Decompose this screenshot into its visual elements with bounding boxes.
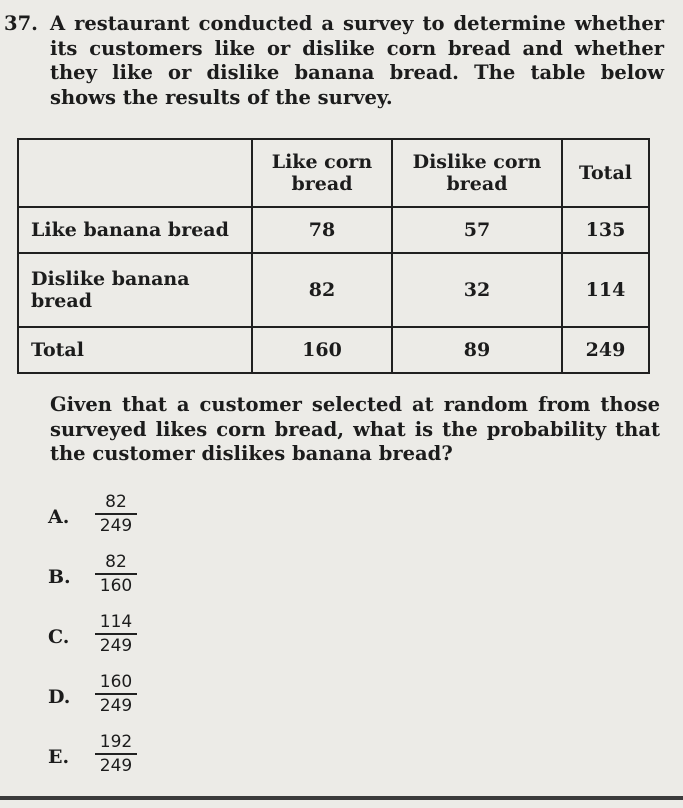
fraction-denominator: 249 bbox=[99, 516, 133, 536]
question bbox=[4, 12, 664, 110]
table-cell: 78 bbox=[252, 207, 392, 253]
table-cell: 57 bbox=[392, 207, 562, 253]
fraction bbox=[95, 672, 137, 716]
fraction bbox=[95, 492, 137, 536]
fraction-numerator: 160 bbox=[99, 672, 133, 692]
question-prompt: Given that a customer selected at random from those surveyed likes corn bread, what is the probability that the customer dislikes banana bread? bbox=[50, 393, 660, 465]
fraction-bar bbox=[95, 753, 137, 755]
fraction-bar bbox=[95, 693, 137, 695]
answer-choice-a[interactable] bbox=[48, 492, 248, 542]
fraction-bar bbox=[95, 513, 137, 515]
table-row bbox=[18, 327, 649, 373]
fraction-bar bbox=[95, 573, 137, 575]
table-row bbox=[18, 253, 649, 327]
page-bottom-divider bbox=[0, 796, 683, 800]
question-text: A restaurant conducted a survey to determine whether its customers like or dislike corn bread and whether they like or dislike banana bread. The table below shows the results of the survey. bbox=[50, 12, 664, 109]
choice-letter: A. bbox=[48, 506, 70, 528]
fraction-numerator: 82 bbox=[105, 492, 127, 512]
table-row-label: Like banana bread bbox=[18, 207, 252, 253]
table-cell: 82 bbox=[252, 253, 392, 327]
table-cell: 32 bbox=[392, 253, 562, 327]
answer-choice-b[interactable] bbox=[48, 552, 248, 602]
fraction-denominator: 249 bbox=[99, 756, 133, 776]
choice-letter: B. bbox=[48, 566, 71, 588]
table-cell: 160 bbox=[252, 327, 392, 373]
table-row-label: Total bbox=[18, 327, 252, 373]
fraction-numerator: 82 bbox=[105, 552, 127, 572]
choice-letter: E. bbox=[48, 746, 70, 768]
question-number: 37. bbox=[4, 12, 38, 35]
table-row bbox=[18, 207, 649, 253]
table-header-dislike-corn-bread: Dislike corn bread bbox=[392, 139, 562, 207]
fraction-denominator: 249 bbox=[99, 696, 133, 716]
table-row-label: Dislike banana bread bbox=[18, 253, 252, 327]
fraction-bar bbox=[95, 633, 137, 635]
fraction bbox=[95, 732, 137, 776]
answer-choice-c[interactable] bbox=[48, 612, 248, 662]
answer-choice-e[interactable] bbox=[48, 732, 248, 782]
table-cell: 89 bbox=[392, 327, 562, 373]
table-cell: 249 bbox=[562, 327, 649, 373]
survey-table bbox=[17, 138, 650, 374]
table-header-total: Total bbox=[562, 139, 649, 207]
fraction-numerator: 114 bbox=[99, 612, 133, 632]
choice-letter: C. bbox=[48, 626, 70, 648]
fraction-numerator: 192 bbox=[99, 732, 133, 752]
answer-choice-d[interactable] bbox=[48, 672, 248, 722]
fraction bbox=[95, 612, 137, 656]
fraction-denominator: 160 bbox=[99, 576, 133, 596]
table-cell: 135 bbox=[562, 207, 649, 253]
fraction bbox=[95, 552, 137, 596]
table-header-empty bbox=[18, 139, 252, 207]
table-header-row bbox=[18, 139, 649, 207]
choice-letter: D. bbox=[48, 686, 71, 708]
table-header-like-corn-bread: Like corn bread bbox=[252, 139, 392, 207]
fraction-denominator: 249 bbox=[99, 636, 133, 656]
table-cell: 114 bbox=[562, 253, 649, 327]
